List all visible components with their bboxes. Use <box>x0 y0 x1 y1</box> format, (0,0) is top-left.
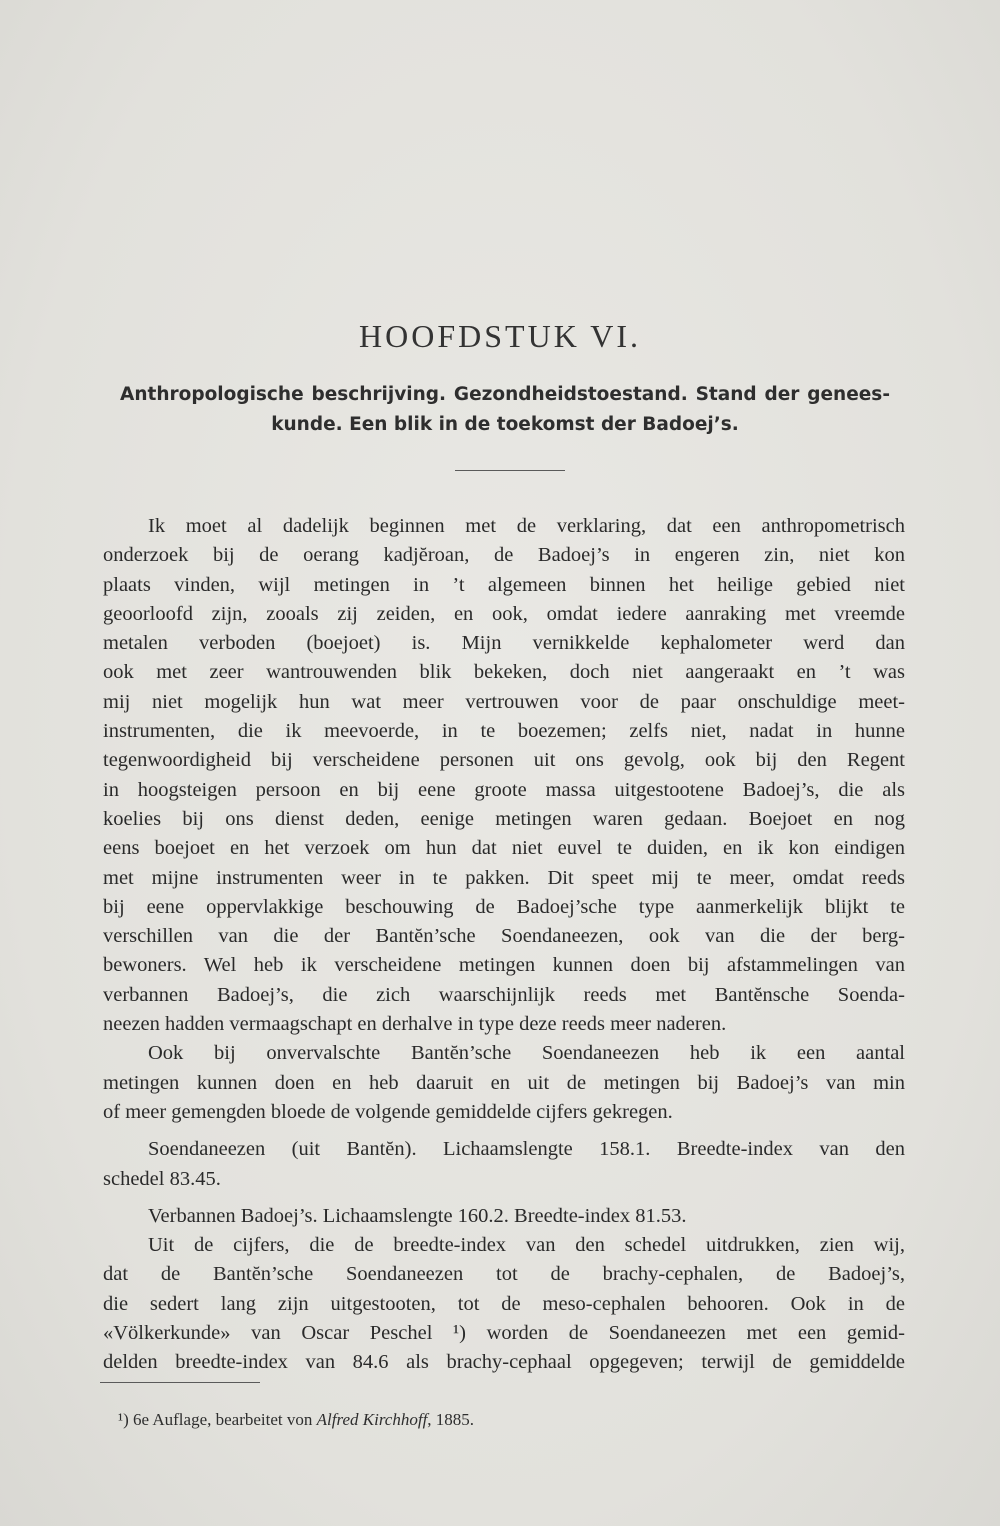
body-text <box>103 512 905 1378</box>
text-line: geoorloofd zijn, zooals zij zeiden, en ook, omdat iedere aanraking met vreemde <box>103 602 905 625</box>
text-line: Ook bij onvervalschte Bantĕn’sche Soendaneezen heb ik een aantal <box>148 1042 905 1065</box>
chapter-subtitle <box>120 380 890 440</box>
text-line: verschillen van die der Bantĕn’sche Soendaneezen, ook van die der berg- <box>103 925 905 948</box>
footnote-marker: ¹) <box>118 1410 129 1429</box>
subtitle-line-2: kunde. Een blik in de toekomst der Badoej’s. <box>271 414 739 435</box>
text-line: plaats vinden, wijl metingen in ’t algemeen binnen het heilige gebied niet <box>103 573 905 596</box>
text-line: Uit de cijfers, die de breedte-index van den schedel uitdrukken, zien wij, <box>148 1234 905 1257</box>
text-line: «Völkerkunde» van Oscar Peschel ¹) worden de Soendaneezen met een gemid- <box>103 1322 905 1345</box>
text-line: mij niet mogelijk hun wat meer vertrouwen voor de paar onschuldige meet- <box>103 690 905 713</box>
text-line: Ik moet al dadelijk beginnen met de verklaring, dat een anthropometrisch <box>148 515 905 537</box>
footnote-author: Alfred Kirchhoff <box>316 1410 428 1429</box>
text-line: koelies bij ons dienst deden, eenige metingen waren gedaan. Boejoet en nog <box>103 807 905 830</box>
text-line: dat de Bantĕn’sche Soendaneezen tot de brachy-cephalen, de Badoej’s, <box>103 1263 905 1286</box>
text-line: bij eene oppervlakkige beschouwing de Badoej’sche type aanmerkelijk blijkt te <box>103 895 905 918</box>
text-line: tegenwoordigheid bij verscheidene personen uit ons gevolg, ook bij den Regent <box>103 749 905 772</box>
footnote <box>118 1410 474 1430</box>
text-line: metingen kunnen doen en heb daaruit en uit de metingen bij Badoej’s van min <box>103 1071 905 1094</box>
subtitle-line-1: Anthropologische beschrijving. Gezondheidstoestand. Stand der genees- <box>120 384 890 405</box>
footnote-divider <box>100 1382 260 1383</box>
text-line: neezen hadden vermaagschapt en derhalve in type deze reeds meer naderen. <box>103 1013 727 1036</box>
text-line: met mijne instrumenten weer in te pakken. Dit speet mij te meer, omdat reeds <box>103 866 905 889</box>
text-line: instrumenten, die ik meevoerde, in te boezemen; zelfs niet, nadat in hunne <box>103 720 905 743</box>
text-line: onderzoek bij de oerang kadjĕroan, de Badoej’s in engeren zin, niet kon <box>103 544 905 567</box>
text-line: die sedert lang zijn uitgestooten, tot de meso-cephalen behooren. Ook in de <box>103 1292 905 1315</box>
text-line: delden breedte-index van 84.6 als brachy-cephaal opgegeven; terwijl de gemiddelde <box>103 1351 905 1374</box>
text-line: metalen verboden (boejoet) is. Mijn vernikkelde kephalometer werd dan <box>103 632 905 655</box>
text-line: of meer gemengden bloede de volgende gemiddelde cijfers gekregen. <box>103 1100 673 1123</box>
text-line: bewoners. Wel heb ik verscheidene metingen kunnen doen bij afstammelingen van <box>103 954 905 977</box>
section-divider <box>455 470 565 471</box>
text-line: Soendaneezen (uit Bantĕn). Lichaamslengte 158.1. Breedte-index van den <box>148 1138 905 1161</box>
text-line: verbannen Badoej’s, die zich waarschijnlijk reeds met Bantĕnsche Soenda- <box>103 983 905 1006</box>
text-line: schedel 83.45. <box>103 1167 221 1190</box>
text-line: Verbannen Badoej’s. Lichaamslengte 160.2. Breedte-index 81.53. <box>148 1204 687 1227</box>
text-line: eens boejoet en het verzoek om hun dat niet euvel te duiden, en ik kon eindigen <box>103 837 905 860</box>
text-line: ook met zeer wantrouwenden blik bekeken, doch niet aangeraakt en ’t was <box>103 661 905 684</box>
text-line: in hoogsteigen persoon en bij eene groote massa uitgestootene Badoej’s, die als <box>103 778 905 801</box>
footnote-year: , 1885. <box>427 1410 475 1429</box>
chapter-title: HOOFDSTUK VI. <box>359 318 641 354</box>
footnote-text: 6e Auflage, bearbeitet von <box>133 1410 313 1429</box>
